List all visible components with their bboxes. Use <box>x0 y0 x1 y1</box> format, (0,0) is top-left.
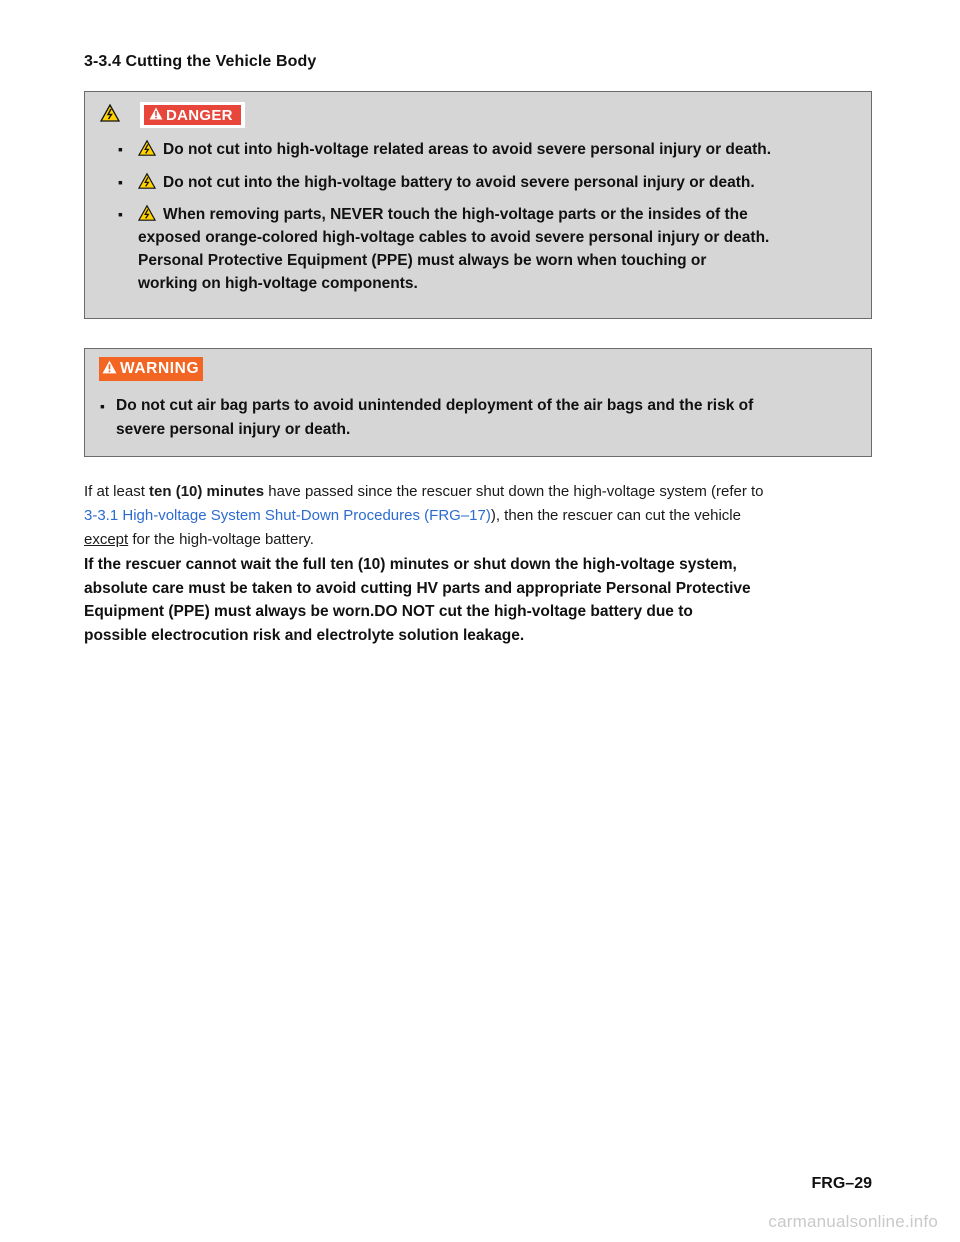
text: have passed since the rescuer shut down the high-voltage system (refer to <box>264 483 764 500</box>
danger-exclamation-icon <box>149 107 163 124</box>
danger-item-text: working on high-voltage components. <box>138 275 418 292</box>
warning-item-text: Do not cut air bag parts to avoid unintended deployment of the air bags and the risk of <box>116 397 754 414</box>
bullet: ▪ <box>100 398 105 414</box>
danger-box <box>84 91 872 319</box>
warning-box <box>84 348 872 457</box>
danger-label-badge <box>140 102 245 128</box>
high-voltage-warning-icon <box>138 172 156 197</box>
bullet: ▪ <box>118 206 123 222</box>
high-voltage-warning-icon <box>100 104 120 127</box>
paragraph-line: possible electrocution risk and electrolyte solution leakage. <box>84 626 525 644</box>
danger-item-text: Personal Protective Equipment (PPE) must always be worn when touching or <box>138 252 707 269</box>
cross-reference-link[interactable]: 3-3.1 High-voltage System Shut-Down Procedures (FRG–17) <box>84 507 491 524</box>
danger-item-text: exposed orange-colored high-voltage cables to avoid severe personal injury or death. <box>138 229 770 246</box>
danger-item <box>118 171 755 194</box>
danger-item <box>118 138 771 161</box>
paragraph-line: Equipment (PPE) must always be worn.DO NOT cut the high-voltage battery due to <box>84 603 693 620</box>
watermark: carmanualsonline.info <box>768 1212 938 1231</box>
underlined-text: except <box>84 531 129 548</box>
bullet: ▪ <box>118 141 123 157</box>
bullet: ▪ <box>118 174 123 190</box>
warning-item <box>100 394 840 442</box>
danger-label: DANGER <box>166 106 233 124</box>
warning-label: WARNING <box>120 360 200 377</box>
paragraph-line: absolute care must be taken to avoid cutting HV parts and appropriate Personal Protective <box>84 579 751 597</box>
emphasis-text: ten (10) minutes <box>149 483 265 500</box>
warning-item-text: severe personal injury or death. <box>116 421 351 438</box>
high-voltage-warning-icon <box>138 204 156 229</box>
danger-item-text: When removing parts, NEVER touch the high-voltage parts or the insides of the <box>163 206 748 223</box>
warning-label-badge <box>99 357 203 381</box>
section-heading: 3-3.4 Cutting the Vehicle Body <box>84 53 317 70</box>
danger-item <box>118 203 769 295</box>
danger-header <box>100 102 245 128</box>
body-paragraph <box>84 480 864 552</box>
text: ), then the rescuer can cut the vehicle <box>490 507 741 524</box>
danger-item-text: Do not cut into high-voltage related areas to avoid severe personal injury or death. <box>163 141 772 158</box>
text: If at least <box>84 483 150 500</box>
danger-item-text: Do not cut into the high-voltage battery to avoid severe personal injury or death. <box>163 174 755 191</box>
page-number: FRG–29 <box>811 1175 872 1192</box>
warning-exclamation-icon <box>102 360 117 379</box>
bold-warning-paragraph <box>84 553 874 647</box>
paragraph-line: If the rescuer cannot wait the full ten (10) minutes or shut down the high-voltage system, <box>84 556 737 573</box>
high-voltage-warning-icon <box>138 139 156 164</box>
text: for the high-voltage battery. <box>128 531 314 548</box>
